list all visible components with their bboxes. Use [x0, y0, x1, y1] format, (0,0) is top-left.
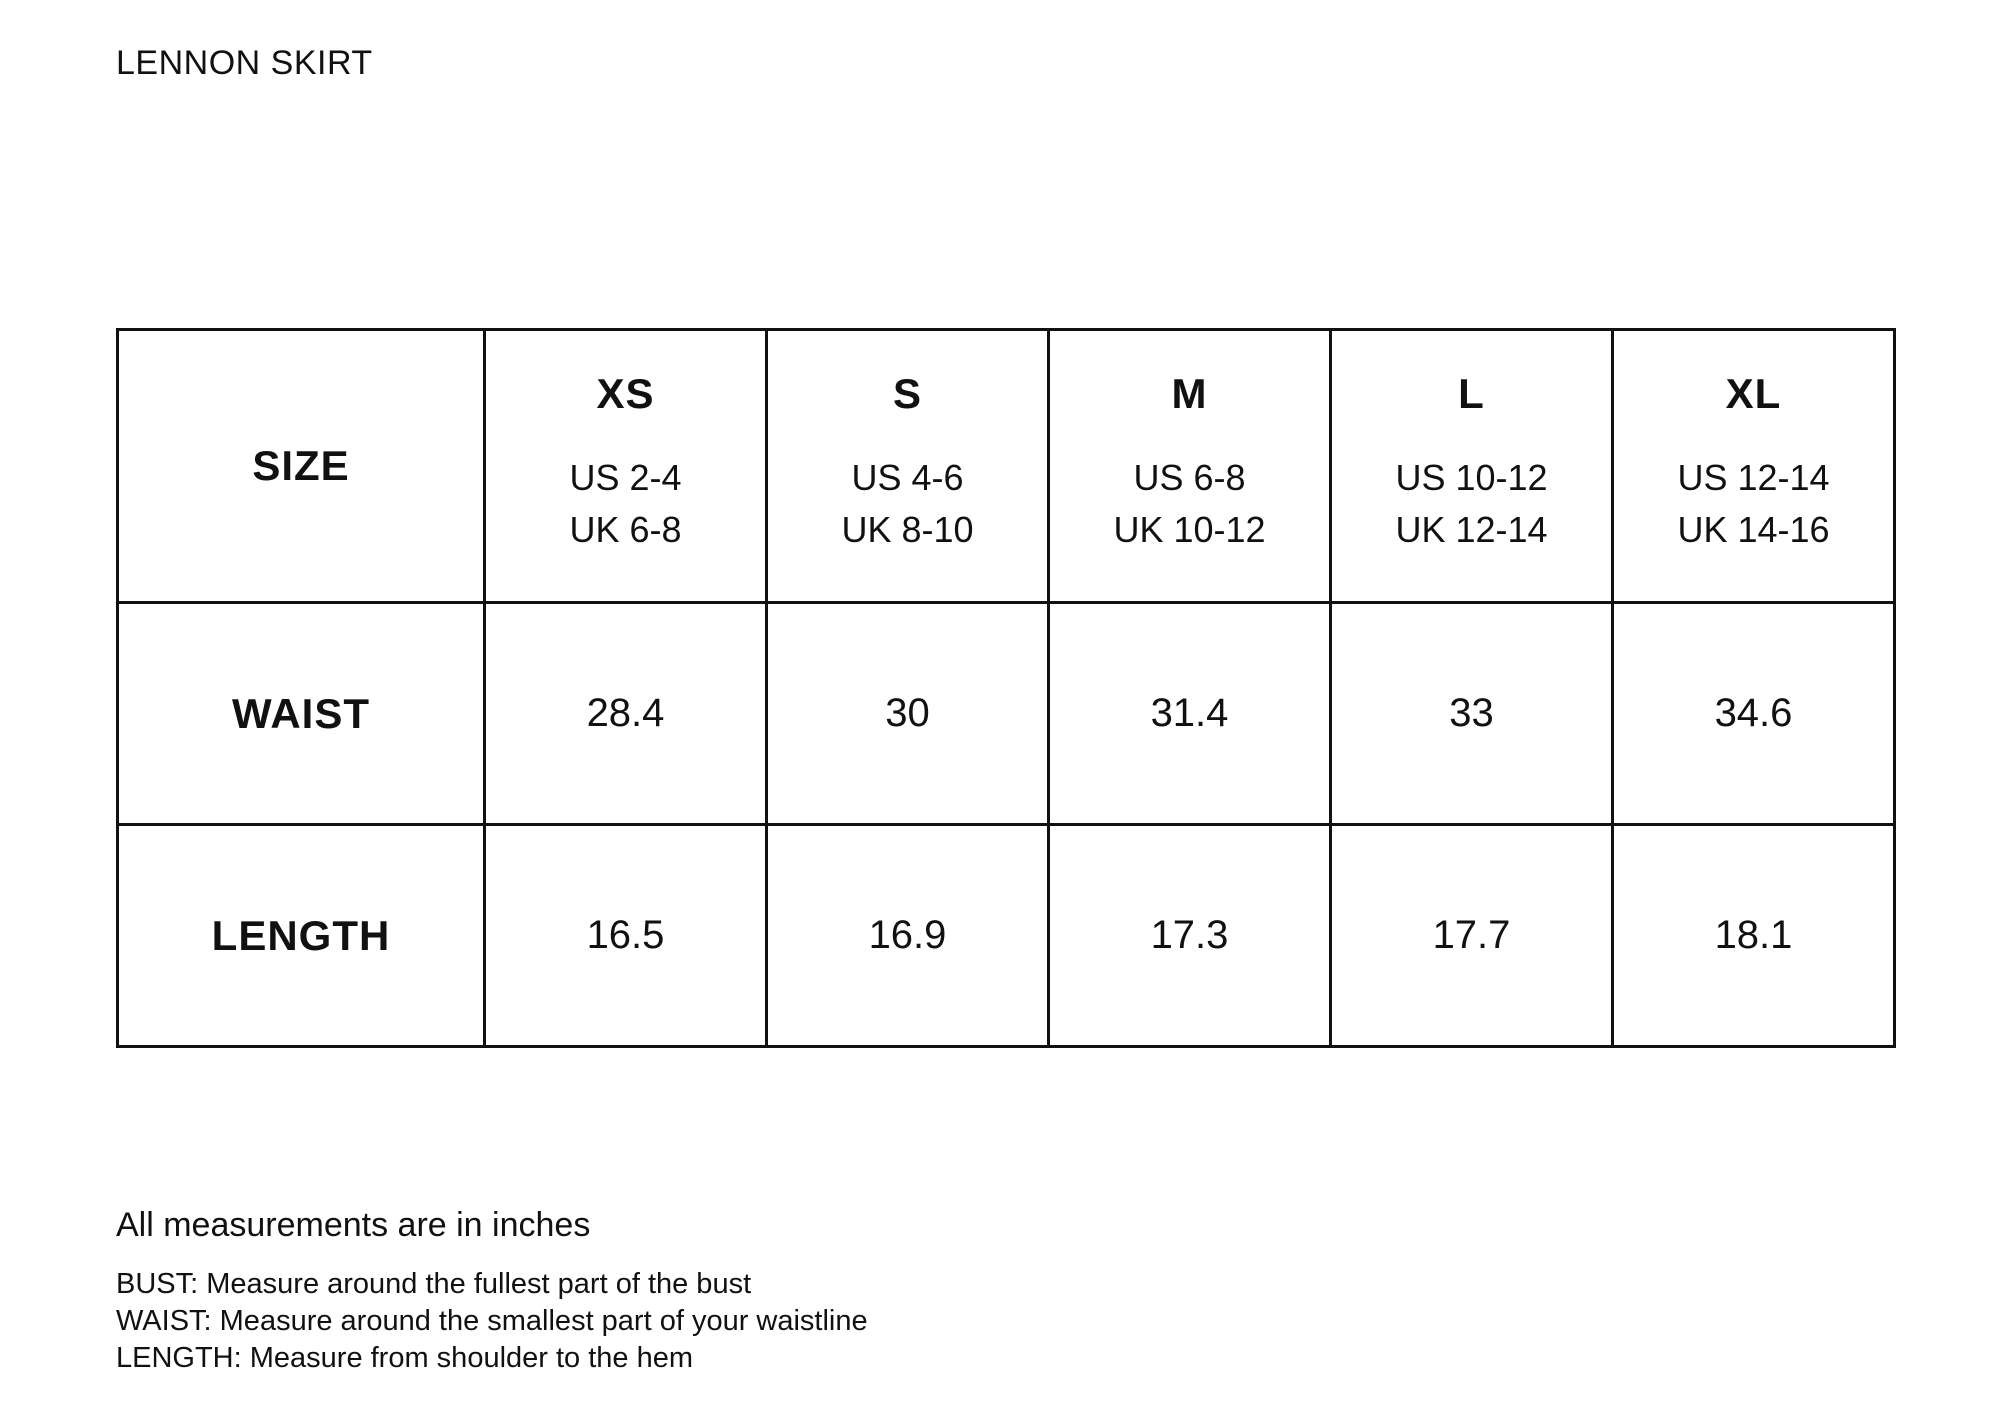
size-chart-table: [116, 328, 1896, 1048]
uk-size: UK 6-8: [569, 509, 682, 550]
page-title: LENNON SKIRT: [116, 44, 373, 82]
waist-row-label: WAIST: [118, 603, 485, 825]
us-size: US 4-6: [851, 457, 964, 498]
size-cell-m: [1049, 330, 1331, 603]
us-size: US 2-4: [569, 457, 682, 498]
length-row: [118, 825, 1895, 1047]
waist-value-xl: 34.6: [1613, 603, 1895, 825]
size-cell-l: [1331, 330, 1613, 603]
length-value-s: 16.9: [767, 825, 1049, 1047]
us-size: US 12-14: [1677, 457, 1830, 498]
waist-value-m: 31.4: [1049, 603, 1331, 825]
length-value-xs: 16.5: [485, 825, 767, 1047]
uk-size: UK 10-12: [1113, 509, 1266, 550]
bust-definition: BUST: Measure around the fullest part of the bust: [116, 1268, 752, 1300]
size-cell-xl: [1613, 330, 1895, 603]
size-header-row: [118, 330, 1895, 603]
waist-value-xs: 28.4: [485, 603, 767, 825]
size-cell-s: [767, 330, 1049, 603]
measurement-definitions: [116, 1266, 868, 1377]
size-code: M: [1171, 370, 1208, 417]
waist-definition: WAIST: Measure around the smallest part of your waistline: [116, 1305, 868, 1337]
length-value-xl: 18.1: [1613, 825, 1895, 1047]
uk-size: UK 12-14: [1395, 509, 1548, 550]
waist-value-l: 33: [1331, 603, 1613, 825]
us-size: US 10-12: [1395, 457, 1548, 498]
waist-row: [118, 603, 1895, 825]
uk-size: UK 8-10: [841, 509, 974, 550]
units-note: All measurements are in inches: [116, 1206, 591, 1244]
length-row-label: LENGTH: [118, 825, 485, 1047]
uk-size: UK 14-16: [1677, 509, 1830, 550]
size-code: S: [892, 370, 922, 417]
size-row-label: SIZE: [118, 330, 485, 603]
size-code: L: [1458, 370, 1485, 417]
size-code: XL: [1725, 370, 1782, 417]
us-size: US 6-8: [1133, 457, 1246, 498]
size-code: XS: [596, 370, 655, 417]
length-value-l: 17.7: [1331, 825, 1613, 1047]
length-value-m: 17.3: [1049, 825, 1331, 1047]
length-definition: LENGTH: Measure from shoulder to the hem: [116, 1342, 694, 1374]
size-cell-xs: [485, 330, 767, 603]
waist-value-s: 30: [767, 603, 1049, 825]
